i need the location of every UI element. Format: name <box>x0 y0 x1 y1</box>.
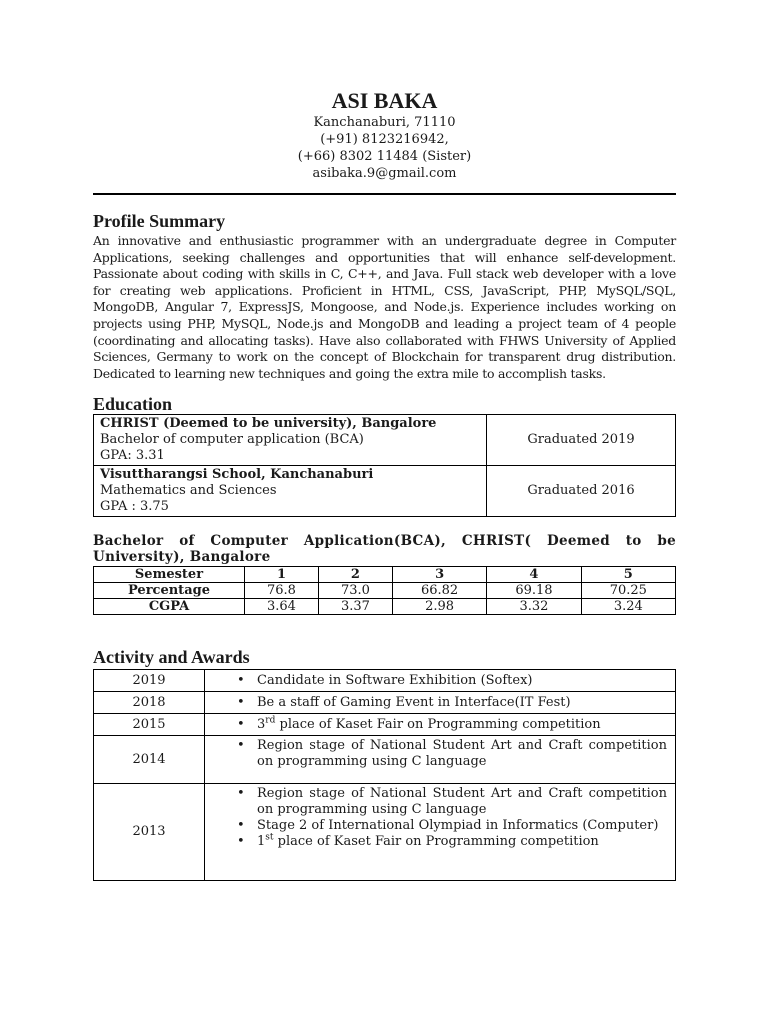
column-header: Semester <box>94 567 245 583</box>
table-row <box>94 784 676 881</box>
degree: Mathematics and Sciences <box>100 483 277 499</box>
column-header: 5 <box>581 567 675 583</box>
profile-summary-heading: Profile Summary <box>93 211 226 231</box>
institution-city: , Bangalore <box>352 416 437 432</box>
row-header: CGPA <box>94 599 245 615</box>
table-cell: 70.25 <box>581 583 675 599</box>
list-item: • Region stage of National Student Art and Craft competition on programming using C language <box>237 738 667 770</box>
column-header: 1 <box>245 567 319 583</box>
gpa: GPA: 3.31 <box>100 448 165 464</box>
education-table <box>93 414 676 517</box>
table-row <box>94 599 676 615</box>
award-items <box>205 670 676 692</box>
table-cell: 66.82 <box>392 583 486 599</box>
bca-grades-heading: Bachelor of Computer Application(BCA), CHRIST( Deemed to be University), Bangalore <box>93 533 676 566</box>
table-header-row <box>94 567 676 583</box>
gpa: GPA : 3.75 <box>100 499 169 515</box>
education-row <box>94 466 676 517</box>
table-cell: 3.32 <box>487 599 581 615</box>
table-row <box>94 714 676 736</box>
award-year: 2013 <box>94 784 205 881</box>
list-item: • Be a staff of Gaming Event in Interface(IT Fest) <box>237 694 571 710</box>
list-item: • 1st place of Kaset Fair on Programming competition <box>237 833 599 850</box>
list-item: • Region stage of National Student Art and Craft competition on programming using C language <box>237 786 667 818</box>
award-year: 2019 <box>94 670 205 692</box>
award-items <box>205 784 676 881</box>
bullet-icon: • <box>237 786 245 802</box>
table-row <box>94 583 676 599</box>
table-cell: 2.98 <box>392 599 486 615</box>
bullet-icon: • <box>237 694 245 710</box>
institution-city: , Kanchanaburi <box>261 467 374 483</box>
resume-page <box>93 88 676 881</box>
table-cell: 3.64 <box>245 599 319 615</box>
bullet-icon: • <box>237 834 245 850</box>
education-heading: Education <box>93 394 173 415</box>
graduation-status: Graduated 2016 <box>487 466 676 517</box>
activity-awards-heading: Activity and Awards <box>93 647 250 668</box>
bullet-icon: • <box>237 818 245 834</box>
resume-header <box>93 88 676 182</box>
table-row <box>94 692 676 714</box>
activity-awards-table <box>93 669 676 881</box>
award-items <box>205 714 676 736</box>
education-details <box>94 415 487 466</box>
table-cell: 73.0 <box>318 583 392 599</box>
award-items <box>205 736 676 784</box>
table-row <box>94 736 676 784</box>
list-item: • Stage 2 of International Olympiad in Informatics (Computer) <box>237 818 659 834</box>
graduation-status: Graduated 2019 <box>487 415 676 466</box>
education-row <box>94 415 676 466</box>
header-divider <box>93 193 676 195</box>
column-header: 4 <box>487 567 581 583</box>
education-details <box>94 466 487 517</box>
institution-name: Visuttharangsi School <box>100 467 262 483</box>
list-item: • Candidate in Software Exhibition (Softex) <box>237 672 533 688</box>
table-cell: 3.37 <box>318 599 392 615</box>
bca-grades-table <box>93 566 676 615</box>
degree: Bachelor of computer application (BCA) <box>100 432 364 448</box>
award-year: 2014 <box>94 736 205 784</box>
table-cell: 76.8 <box>245 583 319 599</box>
phone-primary: (+91) 8123216942, <box>320 132 449 147</box>
address: Kanchanaburi, 71110 <box>313 115 456 130</box>
bullet-icon: • <box>237 716 245 732</box>
table-cell: 3.24 <box>581 599 675 615</box>
profile-summary-text: An innovative and enthusiastic programmer with an undergraduate degree in Computer Applications, seeking challenges and opportunities that will enhance self-development. Passionate about coding with skills in C, C++, and Java. Full stack web developer with a love for creating web applications. Proficient in HTML, CSS, JavaScript, PHP, MySQL/SQL, MongoDB, Angular 7, ExpressJS, Mongoose, and Node.js. Experience includes working on projects using PHP, MySQL, Node.js and MongoDB and leading a project team of 4 people (coordinating and allocating tasks). Have also collaborated with FHWS University of Applied Sciences, Germany to work on the concept of Blockchain for transparent drug distribution. Dedicated to learning new techniques and going the extra mile to accomplish tasks. <box>93 233 676 381</box>
bullet-icon: • <box>237 672 245 688</box>
bullet-icon: • <box>237 738 245 754</box>
award-year: 2018 <box>94 692 205 714</box>
award-year: 2015 <box>94 714 205 736</box>
row-header: Percentage <box>94 583 245 599</box>
table-row <box>94 670 676 692</box>
candidate-name: ASI BAKA <box>331 88 438 113</box>
column-header: 3 <box>392 567 486 583</box>
institution-name: CHRIST (Deemed to be university) <box>100 416 353 432</box>
email: asibaka.9@gmail.com <box>312 166 457 181</box>
award-items <box>205 692 676 714</box>
phone-secondary: (+66) 8302 11484 (Sister) <box>297 149 472 164</box>
list-item: • 3rd place of Kaset Fair on Programming competition <box>237 715 601 732</box>
table-cell: 69.18 <box>487 583 581 599</box>
column-header: 2 <box>318 567 392 583</box>
